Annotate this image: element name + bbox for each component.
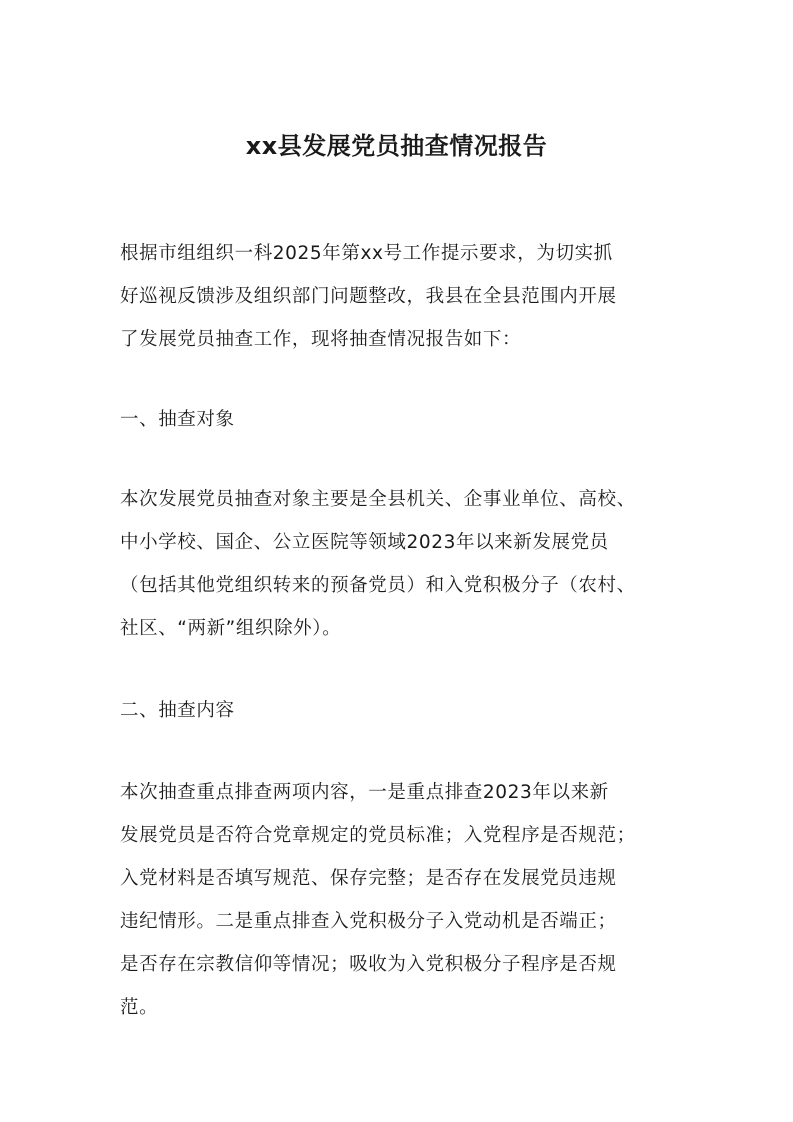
section1-line: 本次发展党员抽查对象主要是全县机关、企事业单位、高校、 (120, 489, 636, 510)
section2-line: 范。 (120, 997, 159, 1018)
section2-heading: 二、抽查内容 (120, 700, 235, 721)
section1-heading: 一、抽查对象 (120, 409, 235, 430)
section2-line: 是否存在宗教信仰等情况；吸收为入党积极分子程序是否规 (120, 954, 617, 975)
section2-line: 本次抽查重点排查两项内容，一是重点排查2023年以来新 (120, 782, 609, 803)
section2-line: 入党材料是否填写规范、保存完整；是否存在发展党员违规 (120, 868, 617, 889)
section1-line: 社区、“两新”组织除外）。 (120, 618, 342, 639)
intro-line: 了发展党员抽查工作，现将抽查情况报告如下： (120, 329, 522, 350)
section2-line: 违纪情形。二是重点排查入党积极分子入党动机是否端正； (120, 911, 617, 932)
intro-line: 好巡视反馈涉及组织部门问题整改，我县在全县范围内开展 (120, 286, 617, 307)
document-title: xx县发展党员抽查情况报告 (245, 132, 548, 160)
intro-line: 根据市组组织一科2025年第xx号工作提示要求，为切实抓 (120, 243, 613, 264)
section1-line: 中小学校、国企、公立医院等领域2023年以来新发展党员 (120, 532, 609, 553)
section1-line: （包括其他党组织转来的预备党员）和入党积极分子（农村、 (120, 575, 636, 596)
section2-line: 发展党员是否符合党章规定的党员标准；入党程序是否规范； (120, 825, 636, 846)
